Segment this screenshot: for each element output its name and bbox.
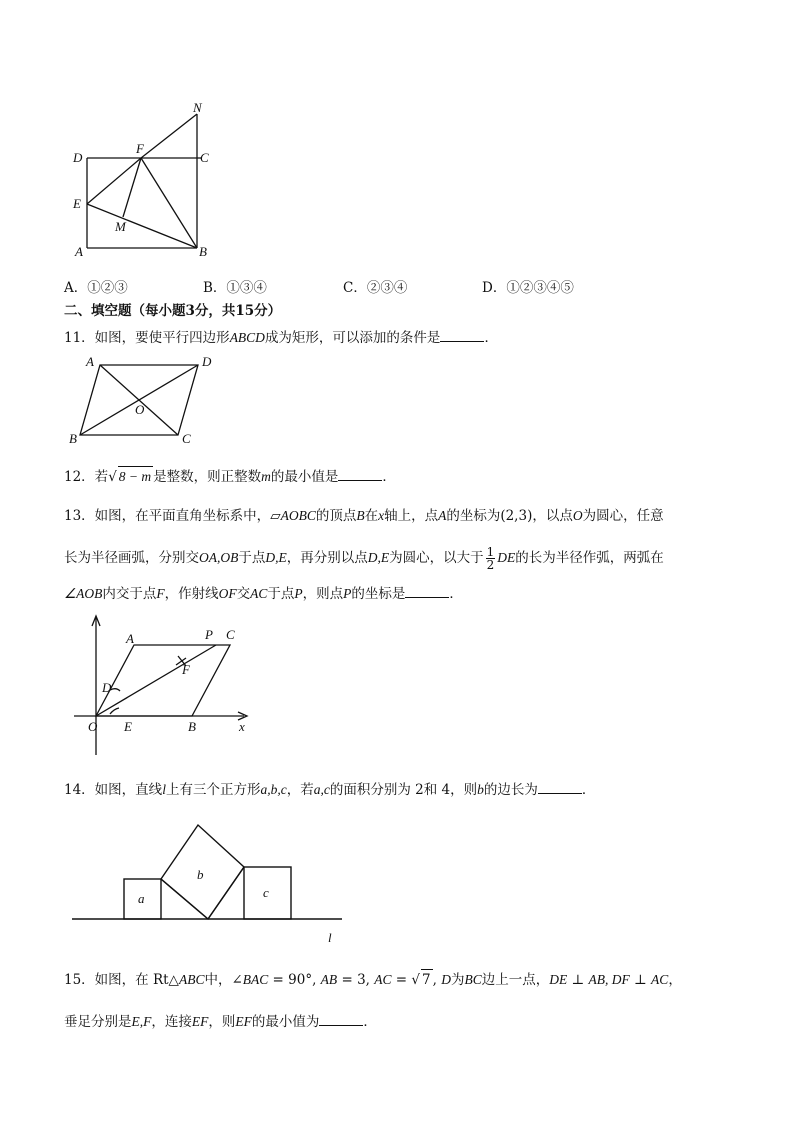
fig10-label-e: E [73, 196, 81, 211]
fig13-label-p: P [205, 627, 213, 642]
fig11-label-d: D [202, 354, 212, 369]
q11-text: 11．如图，要使平行四边形ABCD成为矩形，可以添加的条件是 ． [64, 327, 498, 348]
fig13-label-b: B [188, 719, 196, 734]
fig10-label-d: D [73, 150, 83, 165]
q14-answer-blank [538, 779, 582, 794]
q13-line3: ∠AOB内交于点F，作射线OF交AC于点P，则点P的坐标是 ． [64, 583, 463, 604]
q11-answer-blank [440, 327, 484, 342]
q12-answer-blank [338, 466, 382, 481]
q14-figure [64, 815, 354, 947]
fig11-label-c: C [182, 431, 191, 446]
q15-line1: 15．如图，在 Rt△ABC中，∠BAC = 90°, AB = 3, AC = √ 7 , D为BC边上一点，DE ⊥ AB, DF ⊥ AC， [64, 969, 682, 990]
fig13-label-f: F [182, 662, 190, 677]
q11-figure [64, 352, 234, 447]
q12-text: 12．若√ 8 − m 是整数，则正整数m的最小值是 ． [64, 466, 396, 487]
q15-line2: 垂足分别是E,F，连接EF，则EF的最小值为 ． [64, 1011, 377, 1032]
q12-radical: 8 − m [118, 466, 153, 487]
q13-answer-blank [405, 583, 449, 598]
fig13-label-d: D [102, 680, 112, 695]
fig13-label-c: C [226, 627, 235, 642]
q13-line2: 长为半径画弧，分别交OA,OB于点D,E，再分别以点D,E为圆心，以大于 $\frac{1}{2}$ DE的长为半径作弧，两弧在 [64, 545, 664, 572]
fig10-label-c: C [200, 150, 209, 165]
q13-figure [64, 610, 264, 760]
fig13-label-a: A [126, 631, 134, 646]
fig10-label-m: M [115, 219, 126, 234]
fig11-label-a: A [86, 354, 94, 369]
one-half-fraction: $\frac{1}{2}$ [486, 545, 495, 572]
section-title: 二、填空题（每小题3分，共15分） [64, 303, 282, 319]
q15-answer-blank [319, 1011, 363, 1026]
q10-figure [60, 95, 230, 265]
q13-line1: 13．如图，在平面直角坐标系中，▱AOBC的顶点B在x轴上，点A的坐标为(2,3)，以点O为圆心，任意 [64, 508, 664, 524]
q14-text: 14．如图，直线l上有三个正方形a,b,c，若a,c的面积分别为 2和 4，则b的边长为 ． [64, 779, 595, 800]
fig10-label-b: B [199, 244, 207, 259]
fig11-label-b: B [69, 431, 77, 446]
fig10-label-n: N [193, 100, 202, 115]
q10-option-c: C．②③④ [343, 280, 408, 296]
fig14-label-b: b [197, 867, 204, 882]
fig13-label-e: E [124, 719, 132, 734]
fig14-label-l: l [328, 930, 332, 945]
fig13-label-x: x [239, 719, 245, 734]
q15-radical: 7 [421, 969, 433, 990]
q10-option-b: B．①③④ [203, 280, 267, 296]
q10-option-a: A．①②③ [64, 280, 128, 296]
fig14-label-c: c [263, 885, 269, 900]
fig13-label-o: O [88, 719, 98, 734]
parallelogram-symbol: ▱ [270, 508, 281, 524]
fig11-label-o: O [135, 402, 145, 417]
fig10-label-f: F [136, 141, 144, 156]
q10-option-d: D．①②③④⑤ [482, 280, 574, 296]
fig10-label-a: A [75, 244, 83, 259]
fig14-label-a: a [138, 891, 145, 906]
